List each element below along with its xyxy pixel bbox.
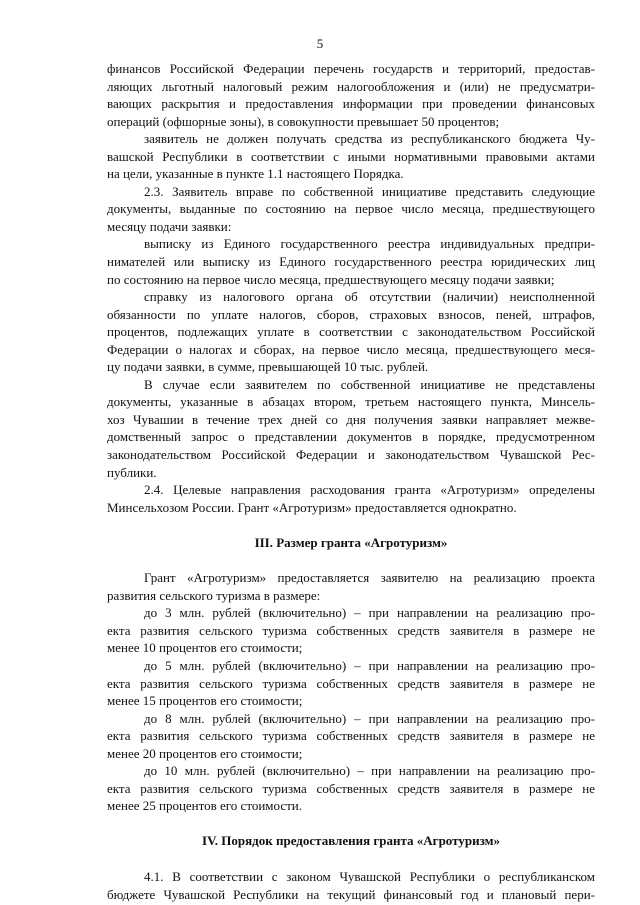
text-line: законодательством Российской Федерации и законодательством Чувашской Рес- xyxy=(107,447,595,463)
page-number: 5 xyxy=(316,36,324,51)
text-line: по состоянию на первое число месяца, предшествующего месяцу подачи заявки; xyxy=(107,271,555,287)
text-line: Грант «Агротуризм» предоставляется заявителю на реализацию проекта xyxy=(144,570,595,586)
text-line: менее 25 процентов его стоимости. xyxy=(107,798,303,814)
text-line: документы, выданные по состоянию на первое число месяца, предшествующего xyxy=(107,201,595,217)
text-line: выписку из Единого государственного реестра индивидуальных предпри- xyxy=(144,236,595,252)
text-line: менее 15 процентов его стоимости; xyxy=(107,693,303,709)
text-line: вашской Республики в соответствии с иными нормативными правовыми актами xyxy=(107,148,595,164)
text-line: до 10 млн. рублей (включительно) – при направлении на реализацию про- xyxy=(144,763,595,779)
text-line: справку из налогового органа об отсутствии (наличии) неисполненной xyxy=(144,289,595,305)
text-line: публики. xyxy=(107,464,157,480)
section-heading: IV. Порядок предоставления гранта «Агротуризм» xyxy=(202,833,500,849)
section-heading: III. Размер гранта «Агротуризм» xyxy=(254,534,448,550)
text-line: финансов Российской Федерации перечень государств и территорий, предостав- xyxy=(107,61,595,76)
text-line: екта развития сельского туризма собственных средств заявителя в размере не xyxy=(107,780,595,796)
text-line: ляющих льготный налоговый режим налогообложения и (или) не предусматри- xyxy=(107,78,595,94)
spacer xyxy=(107,516,595,534)
text-line: операций (офшорные зоны), в совокупности превышает 50 процентов; xyxy=(107,113,500,129)
text-line: 4.1. В соответствии с законом Чувашской Республики о республиканском xyxy=(144,868,595,884)
text-line: до 8 млн. рублей (включительно) – при направлении на реализацию про- xyxy=(144,710,595,726)
spacer xyxy=(107,815,595,833)
text-line: хоз Чувашии в течение трех дней со дня получения заявки направляет межве- xyxy=(107,411,595,427)
text-line: екта развития сельского туризма собственных средств заявителя в размере не xyxy=(107,675,595,691)
text-line: на цели, указанные в пункте 1.1 настоящего Порядка. xyxy=(107,166,404,182)
document-body xyxy=(107,60,595,903)
text-line: домственный запрос о представлении документов в порядке, предусмотренном xyxy=(107,429,595,445)
text-line: Минсельхозом России. Грант «Агротуризм» предоставляется однократно. xyxy=(107,499,517,515)
text-line: менее 10 процентов его стоимости; xyxy=(107,640,303,656)
text-line: обязанности по уплате налогов, сборов, страховых взносов, пеней, штрафов, xyxy=(107,306,595,322)
text-line: 2.4. Целевые направления расходования гранта «Агротуризм» определены xyxy=(144,482,595,498)
text-line: вающих раскрытия и предоставления информации при проведении финансовых xyxy=(107,96,595,112)
text-line: нимателей или выписку из Единого государственного реестра юридических лиц xyxy=(107,254,595,270)
text-line: до 5 млн. рублей (включительно) – при направлении на реализацию про- xyxy=(144,658,595,673)
spacer xyxy=(107,850,595,868)
text-line: развития сельского туризма в размере: xyxy=(107,587,321,603)
text-line: В случае если заявителем по собственной инициативе не представлены xyxy=(144,376,595,392)
text-line: бюджете Чувашской Республики на текущий финансовый год и плановый пери- xyxy=(107,886,595,902)
text-line: Федерации о налогах и сборах, на первое число месяца, предшествующего меся- xyxy=(107,341,595,357)
text-line: процентов, подлежащих уплате в соответствии с законодательством Российской xyxy=(107,324,595,340)
text-line: менее 20 процентов его стоимости; xyxy=(107,745,303,761)
text-line: месяцу подачи заявки: xyxy=(107,218,232,234)
text-line: цу подачи заявки, в сумме, превышающей 10 тыс. рублей. xyxy=(107,359,429,375)
text-line: документы, указанные в абзацах втором, третьем настоящего пункта, Минсель- xyxy=(107,394,595,410)
text-line: 2.3. Заявитель вправе по собственной инициативе представить следующие xyxy=(144,183,595,199)
spacer xyxy=(107,551,595,569)
text-line: до 3 млн. рублей (включительно) – при направлении на реализацию про- xyxy=(144,605,595,621)
text-line: екта развития сельского туризма собственных средств заявителя в размере не xyxy=(107,728,595,744)
text-line: екта развития сельского туризма собственных средств заявителя в размере не xyxy=(107,622,595,638)
text-line: заявитель не должен получать средства из республиканского бюджета Чу- xyxy=(144,131,595,147)
